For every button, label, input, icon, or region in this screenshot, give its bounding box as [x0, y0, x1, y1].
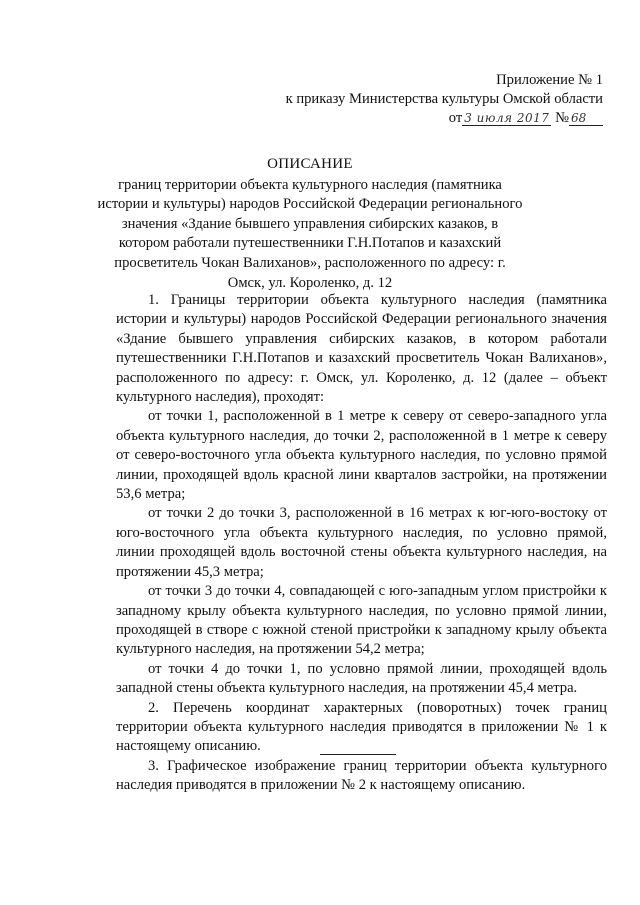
number-prefix: № [555, 110, 569, 126]
document-title-block [95, 155, 525, 293]
paragraph-boundaries-intro: 1. Границы территории объекта культурного наследия (памятника истории и культуры) народов Российской Федерации регионального значения «Здание бывшего управления сибирских казаков, в котором работали путешественники Г.Н.Потапов и казахский просветитель Чокан Валиханов», расположенного по адресу: г. Омск, ул. Короленко, д. 12 (далее – объект культурного наследия), проходят: [116, 292, 607, 406]
end-of-document-rule [320, 754, 396, 755]
annex-order-reference: к приказу Министерства культуры Омской области [285, 91, 603, 107]
handwritten-number: 68 [569, 111, 603, 126]
date-prefix: от [448, 110, 463, 126]
paragraph-coordinates-list: 2. Перечень координат характерных (поворотных) точек границ территории объекта культурного наследия приводятся в приложении № 1 к настоящему описанию. [116, 699, 607, 755]
annex-title: Приложение № 1 [496, 72, 603, 88]
paragraph-graphic-image: 3. Графическое изображение границ территории объекта культурного наследия приводятся в приложении № 2 к настоящему описанию. [116, 757, 607, 794]
document-subtitle: границ территории объекта культурного наследия (памятника истории и культуры) народов Российской Федерации регионального значения «Здание бывшего управления сибирских казаков, в котором работали путешественники Г.Н.Потапов и казахский просветитель Чокан Валиханов», расположенного по адресу: г. Омск, ул. Короленко, д. 12 [97, 176, 523, 291]
paragraph-point-3-to-4: от точки 3 до точки 4, совпадающей с юго-западным углом пристройки к западному крылу объекта культурного наследия, по условно прямой линии, проходящей в створе с южной стеной пристройки к западному крылу объекта культурного наследия, на протяжении 54,2 метра; [116, 583, 607, 658]
paragraph-point-4-to-1: от точки 4 до точки 1, по условно прямой линии, проходящей вдоль западной стены объекта культурного наследия, на протяжении 45,4 метра. [116, 660, 607, 697]
paragraph-point-2-to-3: от точки 2 до точки 3, расположенной в 16 метрах к юг-юго-востоку от юго-восточного угла объекта культурного наследия, по условно прямой, линии проходящей вдоль восточной стены объекта культурного наследия, на протяжении 45,3 метра; [116, 505, 607, 580]
annex-header [203, 71, 603, 128]
paragraph-point-1-to-2: от точки 1, расположенной в 1 метре к северу от северо-западного угла объекта культурного наследия, до точки 2, расположенной в 1 метре к северу от северо-восточного угла объекта культурного наследия, по условно прямой линии, проходящей вдоль красной лини кварталов застройки, на протяжении 53,6 метра; [116, 408, 607, 503]
document-heading: ОПИСАНИЕ [267, 156, 353, 172]
annex-date-number-line [203, 109, 603, 128]
handwritten-date: 3 июля 2017 [464, 111, 550, 125]
document-body [116, 291, 607, 796]
